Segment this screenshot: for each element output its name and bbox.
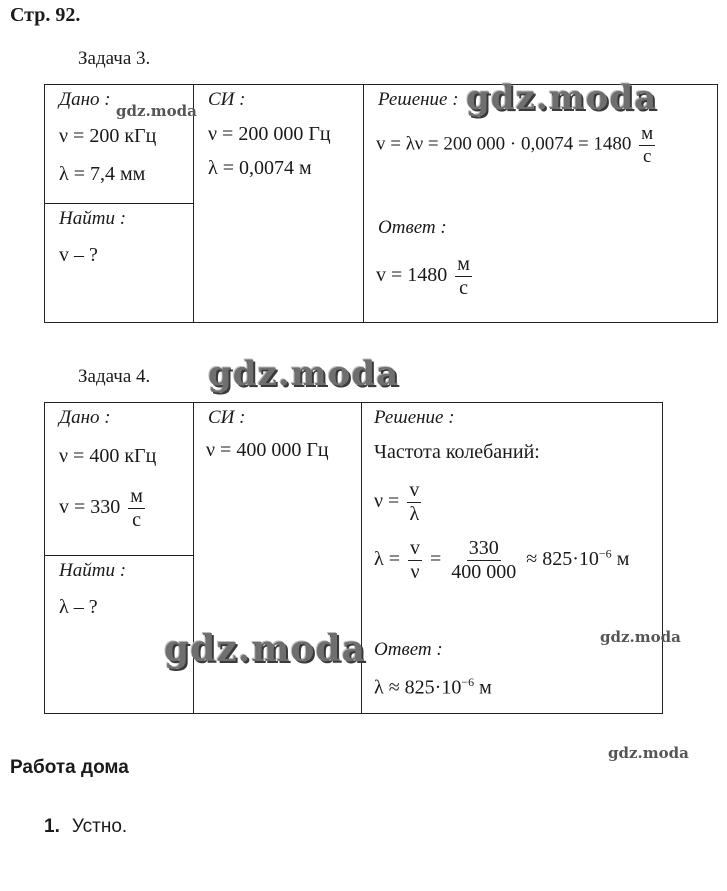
task-3-si-2: λ = 0,0074 м bbox=[208, 157, 312, 179]
task-3-solution-unit: $\frac{м}{с}$ bbox=[641, 123, 654, 167]
task-4-find: λ – ? bbox=[59, 596, 98, 618]
task-3-find-cell bbox=[44, 203, 194, 323]
page-header: Стр. 92. bbox=[10, 4, 81, 26]
watermark-large-2: gdz.moda bbox=[208, 354, 400, 394]
task-4-formula-2-fraction-1: $\frac{v}{\nu}$ bbox=[409, 537, 420, 583]
watermark-small-3: gdz.moda bbox=[608, 744, 689, 762]
task-3-answer: v = 1480 $\frac{м}{с}$ bbox=[376, 253, 470, 299]
task-4-dano-label: Дано : bbox=[59, 407, 111, 428]
task-3-si-1: ν = 200 000 Гц bbox=[208, 123, 331, 145]
task-4-find-label: Найти : bbox=[59, 560, 127, 581]
homework-item: 1. Устно. bbox=[44, 816, 128, 837]
task-4-formula-2-fraction-2: $\frac{330}{400 000}$ bbox=[451, 537, 517, 583]
task-4-title: Задача 4. bbox=[78, 366, 151, 387]
watermark-small-2: gdz.moda bbox=[600, 628, 681, 646]
task-4-si-label: СИ : bbox=[208, 407, 246, 428]
task-3-title: Задача 3. bbox=[78, 48, 151, 69]
task-3-answer-unit: $\frac{м}{с}$ bbox=[457, 253, 470, 299]
task-4-formula-2: λ = $\frac{v}{\nu}$ = $\frac{330}{400 000}$ ≈ $825\cdot 10^{-6}$ м bbox=[374, 537, 630, 583]
task-4-answer: $\lambda \approx 825\cdot 10^{-6}$ м bbox=[374, 675, 492, 699]
task-3-find-label: Найти : bbox=[59, 208, 127, 229]
task-4-answer-label: Ответ : bbox=[374, 639, 443, 660]
task-4-given-1: ν = 400 кГц bbox=[59, 445, 157, 467]
task-4-solution-label: Решение : bbox=[374, 407, 455, 428]
watermark-large-1: gdz.moda bbox=[466, 78, 658, 118]
task-4-formula-1-fraction: $\frac{v}{\lambda}$ bbox=[409, 479, 420, 525]
homework-title: Работа дома bbox=[10, 757, 129, 778]
task-4-formula-1: ν = $\frac{v}{\lambda}$ bbox=[374, 479, 420, 525]
task-4-si-1: ν = 400 000 Гц bbox=[206, 439, 329, 461]
watermark-large-3: gdz.moda bbox=[164, 628, 366, 670]
task-3-find: v – ? bbox=[59, 244, 98, 266]
task-4-given-cell bbox=[44, 402, 194, 556]
task-4-solution-cell bbox=[361, 402, 663, 714]
task-3-si-cell bbox=[193, 84, 364, 323]
task-4-given-2: v = 330 $\frac{м}{с}$ bbox=[59, 485, 143, 531]
task-3-dano-label: Дано : bbox=[59, 89, 111, 110]
task-3-si-label: СИ : bbox=[208, 89, 246, 110]
task-3-given-1: ν = 200 кГц bbox=[59, 125, 157, 147]
watermark-small-1: gdz.moda bbox=[116, 102, 197, 120]
task-3-solution-cell bbox=[363, 84, 718, 323]
task-4-given-2-unit: $\frac{м}{с}$ bbox=[130, 485, 143, 531]
task-3-answer-label: Ответ : bbox=[378, 217, 447, 238]
task-3-solution-label: Решение : bbox=[378, 89, 459, 110]
task-4-solution-text: Частота колебаний: bbox=[374, 441, 540, 463]
task-3-given-2: λ = 7,4 мм bbox=[59, 163, 146, 185]
task-3-solution-formula: v = λν = 200 000 · 0,0074 = 1480 $\frac{м}{с}$ bbox=[376, 123, 654, 167]
